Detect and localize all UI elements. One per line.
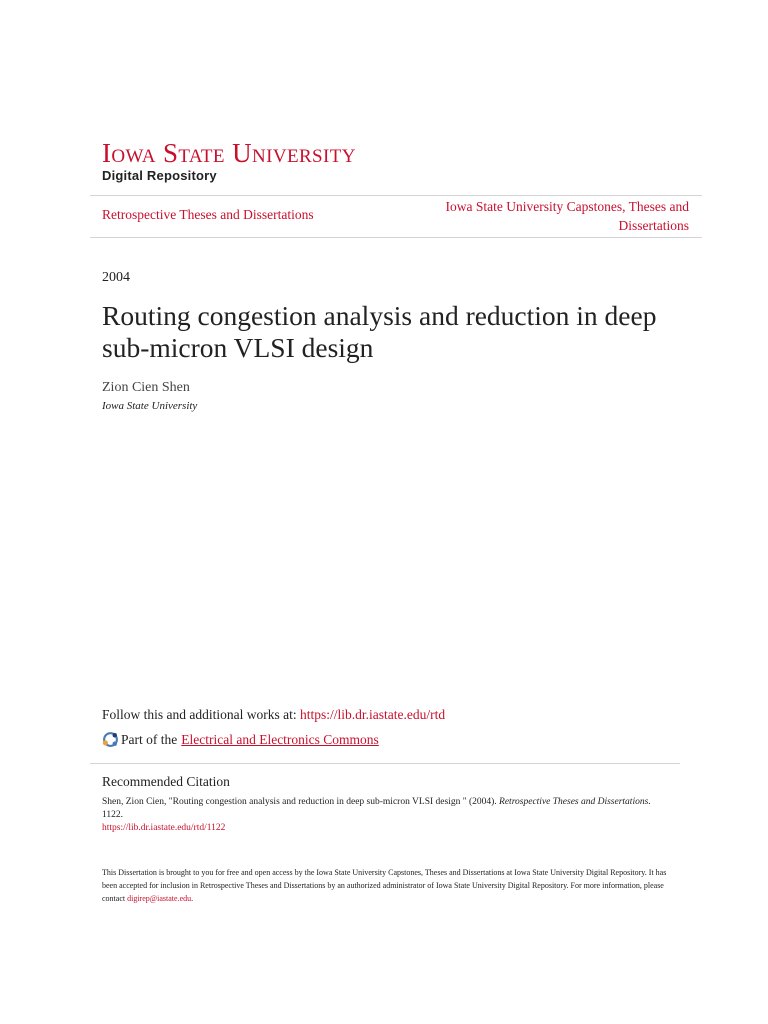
author-affiliation: Iowa State University [102,400,198,412]
footer-text: This Dissertation is brought to you for free and open access by the Iowa State University Capstones, Theses and Dissertations at Iowa State University Digital Repository. It has been accepted for inclusion in Retrospective Theses and Dissertations by an authorized administrator of Iowa State University Digital Repository. For more information, please contact [102,868,667,903]
part-of-line [102,731,379,748]
network-icon [102,731,119,748]
publication-year: 2004 [102,270,130,285]
citation-series: Retrospective Theses and Dissertations [499,797,649,807]
citation-url-link[interactable]: https://lib.dr.iastate.edu/rtd/1122 [102,823,226,833]
author-name: Zion Cien Shen [102,380,190,395]
logo-wordmark: Iowa State University [102,138,356,168]
commons-link[interactable]: Electrical and Electronics Commons [181,731,379,747]
divider-citation [90,763,680,764]
follow-line [102,707,445,723]
citation-text: Shen, Zion Cien, "Routing congestion analysis and reduction in deep sub-micron VLSI design " (2004). [102,797,497,807]
contact-email-link[interactable]: digirep@iastate.edu [127,894,192,903]
footer-end: . [191,894,194,903]
footer-notice [102,866,682,905]
divider-bottom [90,237,702,238]
part-of-prefix: Part of the [121,731,178,747]
isu-logo[interactable] [102,138,356,183]
follow-url-link[interactable]: https://lib.dr.iastate.edu/rtd [300,707,446,722]
follow-prefix: Follow this and additional works at: [102,707,300,722]
logo-subtitle: Digital Repository [102,168,217,183]
document-title: Routing congestion analysis and reduction in deep sub-micron VLSI design [102,300,657,363]
divider-top [90,195,702,196]
parent-collection-link[interactable]: Iowa State University Capstones, Theses and Dissertations [445,199,689,233]
citation-heading: Recommended Citation [102,774,230,789]
collection-link[interactable]: Retrospective Theses and Dissertations [102,207,314,222]
citation-block [102,796,662,835]
citation-tail: . 1122. [102,797,651,820]
